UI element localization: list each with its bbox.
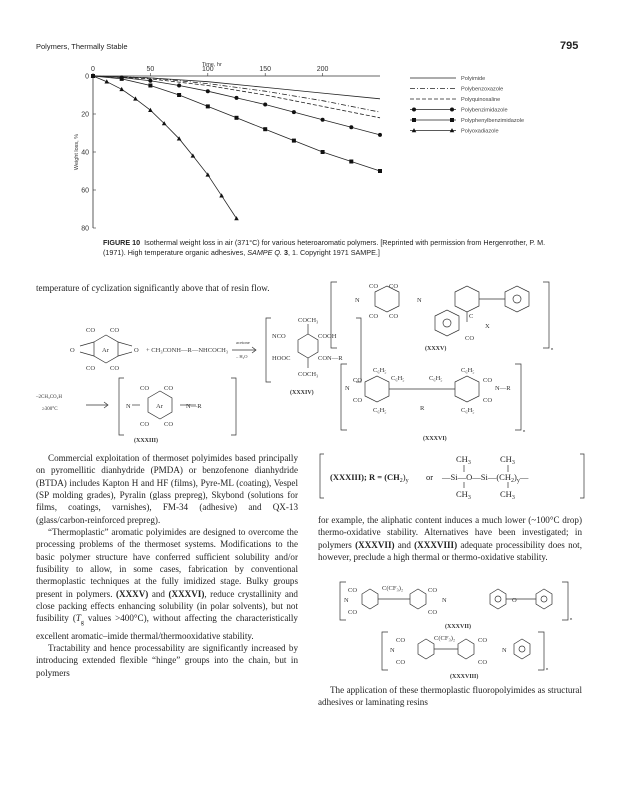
data-point xyxy=(119,87,124,91)
svg-text:COCH₃: COCH₃ xyxy=(298,371,319,378)
svg-text:COCH₃: COCH₃ xyxy=(298,317,319,324)
page-number: 795 xyxy=(560,40,579,52)
data-point xyxy=(148,79,152,83)
caption-text: Isothermal weight loss in air (371°C) for various heteroaromatic polymers. [Reprinted with permission from Hergenrother, P. M. (1971). High temperature organic adhesives, xyxy=(103,238,546,257)
data-point xyxy=(148,108,153,112)
svg-text:X: X xyxy=(485,323,490,330)
series-1 xyxy=(93,76,380,112)
svg-text:—Si—O—Si—(CH2)y—: $—Si—O—Si—(CH_2)_y—$ xyxy=(442,472,529,484)
x-tick-label: 200 xyxy=(316,66,329,73)
data-point xyxy=(321,118,325,122)
series-3 xyxy=(91,74,382,137)
svg-text:CO: CO xyxy=(110,365,120,372)
svg-text:N: N xyxy=(355,297,360,304)
data-point xyxy=(133,96,138,100)
label-xxxiv: (XXXIV) xyxy=(290,390,314,396)
legend-marker xyxy=(450,118,454,122)
series-line xyxy=(93,76,380,112)
svg-text:CO: CO xyxy=(140,385,150,392)
y-tick-label: 80 xyxy=(81,225,89,233)
svg-text:N: N xyxy=(417,297,422,304)
col1-intro xyxy=(36,282,298,294)
x-tick-label: 100 xyxy=(201,66,214,73)
data-point xyxy=(349,160,353,164)
label-xxxiii: (XXXIII) xyxy=(134,438,158,444)
svg-text:CO: CO xyxy=(353,377,363,384)
svg-text:CO: CO xyxy=(369,283,379,290)
legend-marker xyxy=(412,108,416,112)
col2-para2: The application of these thermoplastic fluoropolyimides as structural adhesives or laminating resins xyxy=(318,685,582,708)
svg-text:R: R xyxy=(420,405,425,412)
svg-text:or: or xyxy=(426,472,434,482)
svg-text:O: O xyxy=(134,347,139,354)
svg-text:CO: CO xyxy=(86,365,96,372)
svg-text:CO: CO xyxy=(369,313,379,320)
svg-text:C: C xyxy=(469,313,474,320)
svg-text:N: N xyxy=(344,597,349,604)
legend-marker xyxy=(450,108,454,112)
weight-loss-chart xyxy=(0,0,617,235)
figure-caption xyxy=(103,238,558,257)
svg-text:N—R: N—R xyxy=(495,385,511,392)
label-xxxviii: (XXXVIII) xyxy=(450,674,479,680)
y-axis-title: Weight loss, % xyxy=(74,133,80,171)
col1-para3: Tractability and hence processability are significantly increased by introducing extended flexible “hinge” groups into the chain, but in polymers xyxy=(36,642,298,678)
svg-text:CO: CO xyxy=(428,609,438,616)
structures-fluoro xyxy=(330,580,580,680)
caption-volume: 3 xyxy=(283,247,288,257)
svg-text:Ar: Ar xyxy=(102,347,109,354)
structures-left xyxy=(36,310,343,445)
svg-text:CH3: $CH_3$ xyxy=(456,489,471,501)
svg-text:CO: CO xyxy=(465,335,475,342)
structures-right xyxy=(325,278,585,443)
svg-text:N: N xyxy=(390,647,395,654)
data-point xyxy=(263,103,267,107)
svg-text:CO: CO xyxy=(164,385,174,392)
svg-text:C₆H₅: C₆H₅ xyxy=(429,375,443,382)
series-5 xyxy=(91,74,239,221)
svg-text:C₆H₅: C₆H₅ xyxy=(373,407,387,414)
svg-text:N: N xyxy=(502,647,507,654)
col2-body-end xyxy=(318,684,582,709)
svg-text:CON—R: CON—R xyxy=(318,355,343,362)
svg-text:+ CH₃CONH—R—NHCOCH₃: + CH₃CONH—R—NHCOCH₃ xyxy=(146,347,229,354)
data-point xyxy=(206,89,210,93)
caption-tail: , 1. Copyright 1971 SAMPE.] xyxy=(287,247,380,257)
svg-text:CO: CO xyxy=(483,377,493,384)
svg-text:CO: CO xyxy=(140,421,150,428)
col1-para2: “Thermoplastic” aromatic polyimides are designed to overcome the processing problems of the thermoset systems. Modifications to the basic polymer structure have conferred sufficient solubility and/or fusibility to allow, in some cases, fabrication by conventional thermoplastic techniques at the fully imidized stage. Bulky groups present in polymers. (XXXV) and (XXXVI), reduce crystallinity and close packing effects enhancing solubility (in polar solvents), but not fusibility ($T_g$ values >400°C), without affecting the characteristically excellent aromatic–imide thermal/thermooxidative stability. xyxy=(36,527,298,641)
svg-text:N—R: N—R xyxy=(186,403,202,410)
svg-text:NCO: NCO xyxy=(272,333,286,340)
data-point xyxy=(235,116,239,120)
col1-intro-text: temperature of cyclization significantly above that of resin flow. xyxy=(36,283,270,293)
x-tick-label: 150 xyxy=(259,66,272,73)
running-title: Polymers, Thermally Stable xyxy=(36,42,128,51)
col1-body xyxy=(36,452,298,679)
svg-text:CO: CO xyxy=(478,637,488,644)
label-xxxv: (XXXV) xyxy=(425,346,447,352)
data-point xyxy=(263,127,267,131)
svg-text:CO: CO xyxy=(483,397,493,404)
svg-text:N: N xyxy=(345,385,350,392)
svg-text:CO: CO xyxy=(396,659,406,666)
data-point xyxy=(378,133,382,137)
data-point xyxy=(292,139,296,143)
col2-para1: for example, the aliphatic content induces a much lower (~100°C drop) thermo-oxidative stability. Alternatives have been investigated; in polymers (XXXVII) and (XXXVIII) adequate processibility does not, however, preclude a high thermal or thermo-oxidative stability. xyxy=(318,515,582,563)
svg-text:CO: CO xyxy=(396,637,406,644)
svg-text:CO: CO xyxy=(348,609,358,616)
legend-entry: Polyimide xyxy=(461,76,486,82)
y-tick-label: 0 xyxy=(85,73,89,81)
label-xxxvi: (XXXVI) xyxy=(423,436,447,442)
svg-text:HOOC: HOOC xyxy=(272,355,291,362)
data-point xyxy=(206,104,210,108)
svg-text:C₆H₅: C₆H₅ xyxy=(391,375,405,382)
svg-text:Ar: Ar xyxy=(156,403,163,410)
chart-legend xyxy=(410,76,524,135)
chart-series xyxy=(91,74,382,221)
data-point xyxy=(235,96,239,100)
svg-text:CO: CO xyxy=(353,397,363,404)
svg-text:CH3: $CH_3$ xyxy=(456,454,471,466)
x-tick-label: 50 xyxy=(146,66,155,73)
y-tick-label: 40 xyxy=(81,149,89,157)
label-xxxvii: (XXXVII) xyxy=(445,624,471,630)
r-formula xyxy=(318,452,588,502)
x-axis-title: Time, hr xyxy=(201,62,222,68)
svg-text:CO: CO xyxy=(348,587,358,594)
series-line xyxy=(93,76,237,219)
data-point xyxy=(292,110,296,114)
legend-entry: Polyquinoxaline xyxy=(461,97,501,103)
svg-text:C₆H₅: C₆H₅ xyxy=(373,367,387,374)
data-point xyxy=(177,93,181,97)
chart-axes xyxy=(74,62,380,233)
svg-text:C₆H₅: C₆H₅ xyxy=(461,407,475,414)
col1-para1: Commercial exploitation of thermoset polyimides based principally on pyromellitic dianhydride (PMDA) or benzofenone dianhydride (BTDA) includes Kapton H and HF (films), Pyre-ML (coating), Vespel (SP molding grades), Pyralin (glass prepreg), Skybond (solutions for films, coatings, varnishes), FM-34 (adhesive) and QX-13 (glass/carbon-reinforced prepreg). xyxy=(36,453,298,525)
svg-text:– H₂O: – H₂O xyxy=(236,354,248,359)
svg-text:O: O xyxy=(70,347,75,354)
svg-text:n: n xyxy=(551,346,554,351)
svg-text:CO: CO xyxy=(164,421,174,428)
figure-label: FIGURE 10 xyxy=(103,238,141,247)
legend-marker xyxy=(412,118,416,122)
data-point xyxy=(378,169,382,173)
svg-text:CO: CO xyxy=(389,283,399,290)
svg-text:CO: CO xyxy=(478,659,488,666)
svg-text:CO: CO xyxy=(86,327,96,334)
legend-entry: Polybenzimidazole xyxy=(461,107,508,114)
svg-text:CO: CO xyxy=(428,587,438,594)
svg-text:CH3: $CH_3$ xyxy=(500,454,515,466)
data-point xyxy=(349,125,353,129)
legend-entry: Polyoxadiazole xyxy=(461,128,499,135)
data-point xyxy=(148,84,152,88)
svg-text:–2CH₃CO₂H: –2CH₃CO₂H xyxy=(36,395,62,400)
legend-entry: Polybenzoxazole xyxy=(461,86,504,93)
svg-text:acetone: acetone xyxy=(236,340,250,345)
data-point xyxy=(120,77,124,81)
svg-text:C(CF₃)₂: C(CF₃)₂ xyxy=(434,635,456,642)
data-point xyxy=(177,84,181,88)
svg-text:C(CF₃)₂: C(CF₃)₂ xyxy=(382,585,404,592)
svg-text:N: N xyxy=(442,597,447,604)
svg-text:n: n xyxy=(570,616,573,621)
svg-text:CH3: $CH_3$ xyxy=(500,489,515,501)
svg-text:CO: CO xyxy=(389,313,399,320)
y-tick-label: 60 xyxy=(81,187,89,195)
legend-entry: Polyphenylbenzimidazole xyxy=(461,118,525,124)
svg-text:N: N xyxy=(126,403,131,410)
x-tick-label: 0 xyxy=(91,66,95,73)
svg-text:n: n xyxy=(546,666,549,671)
y-tick-label: 20 xyxy=(81,111,89,119)
caption-journal: SAMPE Q. xyxy=(247,247,282,257)
svg-text:(XXXIII); R = (CH2)y: (XXXIII); $R = (CH_2)_y$ xyxy=(330,472,409,484)
svg-text:CO: CO xyxy=(110,327,120,334)
col2-body xyxy=(318,514,582,563)
svg-text:≥300°C: ≥300°C xyxy=(42,407,58,412)
svg-text:O: O xyxy=(512,597,517,604)
data-point xyxy=(321,150,325,154)
svg-text:COOH: COOH xyxy=(318,333,337,340)
svg-text:C₆H₅: C₆H₅ xyxy=(461,367,475,374)
svg-text:n: n xyxy=(523,428,526,433)
